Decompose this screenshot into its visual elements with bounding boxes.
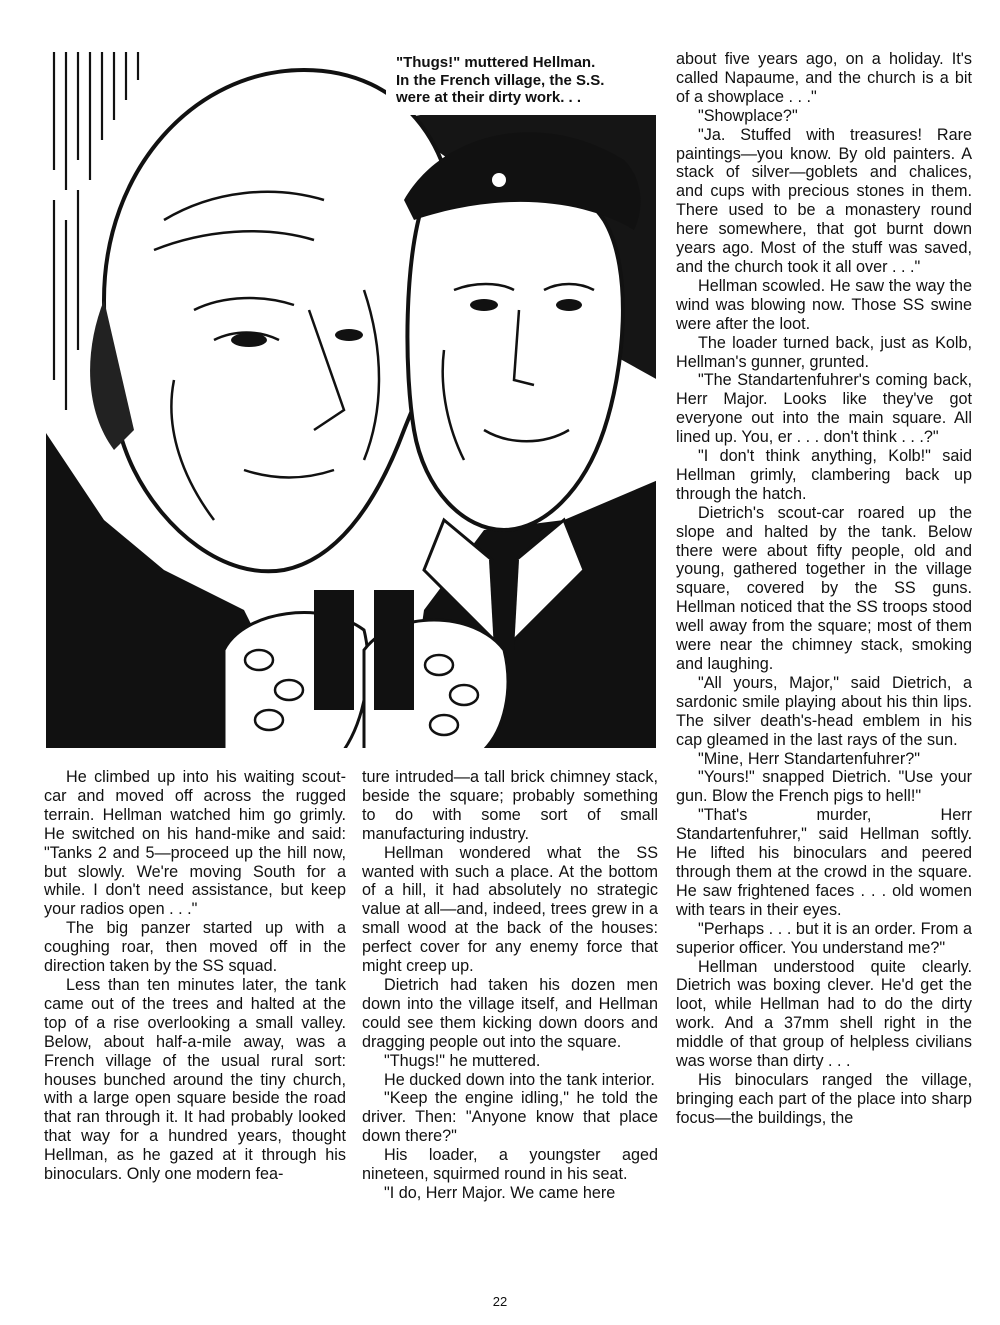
paragraph: The big panzer started up with a coughing roar, then moved off in the direction taken by the SS squad. <box>44 919 346 976</box>
paragraph: "The Standartenfuhrer's coming back, Herr Major. Looks like they've got everyone out into the main square. All lined up. You, er . . . don't think . . .?" <box>676 371 972 447</box>
caption-line: In the French village, the S.S. <box>396 71 605 89</box>
comic-illustration <box>44 50 658 750</box>
paragraph: "That's murder, Herr Standartenfuhrer," said Hellman softly. He lifted his binoculars and peered through them at the crowd in the square. He saw frightened faces . . . old women with tears in their eyes. <box>676 806 972 919</box>
paragraph: His binoculars ranged the village, bringing each part of the place into sharp focus—the buildings, the <box>676 1070 972 1127</box>
paragraph: ture intruded—a tall brick chimney stack, beside the square; probably something to do with some sort of small manufacturing industry. <box>362 768 658 843</box>
paragraph: "Yours!" snapped Dietrich. "Use your gun. Blow the French pigs to hell!" <box>676 768 972 806</box>
paragraph: Hellman wondered what the SS wanted with such a place. At the bottom of a hill, it had absolutely no strategic value at all—and, indeed, trees grew in a small wood at the back of the houses: perfect cover for any enemy force that might creep up. <box>362 843 658 976</box>
paragraph: He climbed up into his waiting scout-car and moved off across the rugged terrain. Hellman watched him go grimly. He switched on his hand-mike and said: "Tanks 2 and 5—proceed up the hill now, but slowly. We're moving South for a while. I don't need assistance, but keep your radios open . . ." <box>44 768 346 919</box>
text-column-right <box>676 50 972 1128</box>
paragraph: "Perhaps . . . but it is an order. From a superior officer. You understand me?" <box>676 919 972 957</box>
caption-line: were at their dirty work. . . <box>396 89 582 106</box>
paragraph: Hellman understood quite clearly. Dietrich was boxing clever. He'd get the loot, while Hellman had to do the dirty work. And a 37mm shell right in the middle of that group of helpless civilians was worse than dirty . . . <box>676 957 972 1071</box>
paragraph: "I do, Herr Major. We came here <box>384 1183 616 1202</box>
paragraph: "Showplace?" <box>698 106 798 125</box>
paragraph: "Thugs!" he muttered. <box>384 1051 541 1070</box>
paragraph: "Keep the engine idling," he told the driver. Then: "Anyone know that place down there?" <box>362 1089 658 1146</box>
page-number: 22 <box>492 1294 508 1309</box>
paragraph: Less than ten minutes later, the tank came out of the trees and halted at the top of a rise overlooking a small valley. Below, about half-a-mile away, was a French village of the usual rural sort: houses bunched around the tiny church, with a large open square beside the road that ran through it. It had probably looked that way for a hundred years, thought Hellman, as he gazed at it through his binoculars. Only one modern fea- <box>44 975 346 1184</box>
paragraph: Dietrich had taken his dozen men down into the village itself, and Hellman could see them kicking down doors and dragging people out into the square. <box>362 975 658 1051</box>
paragraph: about five years ago, on a holiday. It's called Napaume, and the church is a bit of a showplace . . ." <box>676 50 972 106</box>
paragraph: "All yours, Major," said Dietrich, a sardonic smile playing about his thin lips. The silver death's-head emblem in his cap gleamed in the last rays of the sun. <box>676 673 972 749</box>
paragraph: "Mine, Herr Standartenfuhrer?" <box>698 749 921 768</box>
paragraph: "Ja. Stuffed with treasures! Rare paintings—you know. By old painters. A stack of silver—goblets and chalices, and cups with precious stones in them. There used to be a monastery round here somewhere, that got burnt down years ago. Most of the stuff was saved, and the church took it all over . . ." <box>676 125 972 276</box>
illustration-caption <box>386 50 666 115</box>
paragraph: Dietrich's scout-car roared up the slope and halted by the tank. Below there were about fifty people, old and young, gathered together in the village square, covered by the SS guns. Hellman noticed that the SS troops stood well away from the square; most of them were near the chimney stack, smoking and laughing. <box>676 503 972 673</box>
paragraph: "I don't think anything, Kolb!" said Hellman grimly, clambering back up through the hatch. <box>676 447 972 503</box>
paragraph: The loader turned back, just as Kolb, Hellman's gunner, grunted. <box>676 333 972 371</box>
text-column-middle <box>362 768 658 1203</box>
text-column-left <box>44 768 346 1184</box>
caption-line: "Thugs!" muttered Hellman. <box>396 54 596 71</box>
paragraph: Hellman scowled. He saw the way the wind was blowing now. Those SS swine were after the loot. <box>676 276 972 333</box>
paragraph: His loader, a youngster aged nineteen, squirmed round in his seat. <box>362 1146 658 1184</box>
officers-with-binoculars-icon <box>44 50 658 750</box>
paragraph: He ducked down into the tank interior. <box>384 1070 655 1089</box>
